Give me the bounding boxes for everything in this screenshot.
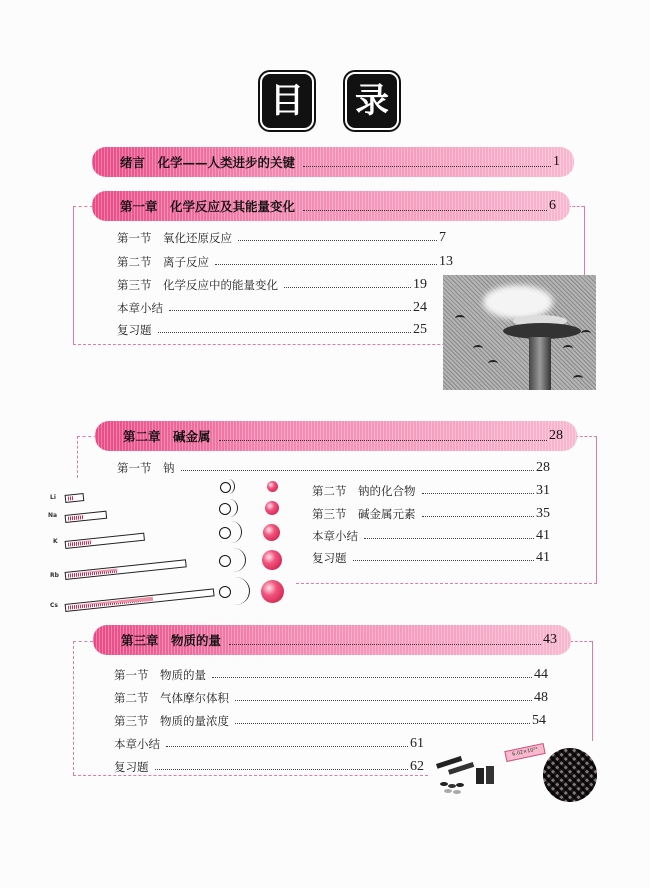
toc-section[interactable]	[114, 686, 548, 706]
section-title: 第三节 碱金属元素	[312, 507, 416, 521]
section-page: 31	[536, 483, 550, 498]
section-page: 44	[534, 667, 548, 682]
section-page: 25	[413, 322, 427, 337]
leader-dots	[238, 240, 437, 241]
section-title: 第一节 氧化还原反应	[117, 231, 232, 245]
toc-section[interactable]	[117, 456, 550, 476]
element-label: Na	[48, 512, 58, 519]
chapter-3-frame-top-right	[570, 641, 592, 642]
atom-sphere-na	[265, 501, 279, 515]
toc-section[interactable]	[117, 273, 427, 293]
toc-section[interactable]	[312, 479, 550, 499]
element-label: Li	[50, 494, 56, 501]
section-title: 第二节 钠的化合物	[312, 484, 416, 498]
section-page: 41	[536, 550, 550, 565]
atom-sphere-k	[263, 524, 280, 541]
preface-title: 绪言 化学——人类进步的关键	[120, 155, 296, 170]
leader-dots	[169, 310, 411, 311]
bird-icon	[581, 330, 591, 337]
leader-dots	[215, 264, 437, 265]
section-page: 62	[410, 759, 424, 774]
leader-dots	[181, 470, 535, 471]
section-title: 第三节 化学反应中的能量变化	[117, 278, 278, 292]
leader-dots	[353, 560, 535, 561]
section-title: 第三节 物质的量浓度	[114, 714, 229, 728]
chapter-2-title: 第二章 碱金属	[123, 429, 211, 444]
toc-section[interactable]	[114, 663, 548, 683]
section-page: 19	[413, 277, 427, 292]
chapter-1-title: 第一章 化学反应及其能量变化	[120, 199, 296, 214]
electron-strip-rb	[65, 559, 187, 580]
section-page: 24	[413, 300, 427, 315]
section-page: 41	[536, 528, 550, 543]
element-label: Cs	[50, 602, 58, 609]
section-page: 35	[536, 506, 550, 521]
leader-dots	[284, 287, 411, 288]
electron-strip-k	[65, 533, 145, 549]
section-title: 本章小结	[114, 737, 160, 751]
mole-objects-illustration	[432, 756, 502, 796]
section-page: 7	[439, 230, 446, 245]
section-page: 28	[536, 460, 550, 475]
leader-dots	[422, 493, 535, 494]
atomic-lattice-sphere	[543, 748, 597, 802]
section-title: 第二节 气体摩尔体积	[114, 691, 229, 705]
toc-section[interactable]	[114, 755, 424, 775]
atom-sphere-li	[267, 481, 278, 492]
leader-dots	[303, 166, 551, 167]
chapter-3-frame-top-left	[73, 641, 93, 642]
leader-dots	[235, 700, 532, 701]
toc-preface[interactable]	[92, 147, 574, 177]
section-title: 本章小结	[117, 301, 163, 315]
chapter-2-frame-top-left	[77, 436, 97, 437]
leader-dots	[219, 440, 547, 441]
electron-shell	[221, 577, 250, 605]
olympic-torch-photo	[443, 275, 596, 390]
section-page: 54	[532, 713, 546, 728]
leader-dots	[235, 723, 530, 724]
electron-shell	[221, 521, 242, 543]
bird-icon	[488, 360, 498, 367]
section-title: 复习题	[312, 551, 347, 565]
toc-section[interactable]	[117, 226, 446, 246]
section-title: 复习题	[114, 760, 149, 774]
bird-icon	[563, 345, 573, 352]
chapter-3-page: 43	[543, 632, 557, 647]
electron-shell	[222, 479, 235, 494]
chapter-1-page: 6	[549, 198, 556, 213]
bird-icon	[455, 315, 465, 322]
chapter-2-page: 28	[549, 428, 563, 443]
preface-page: 1	[553, 154, 560, 169]
torch-pole	[529, 337, 551, 390]
section-title: 第一节 物质的量	[114, 668, 206, 682]
toc-section[interactable]	[114, 709, 546, 729]
section-title: 第一节 钠	[117, 461, 175, 475]
leader-dots	[303, 210, 547, 211]
chapter-3-frame-bottom	[73, 775, 428, 776]
toc-section[interactable]	[117, 250, 453, 270]
leader-dots	[166, 746, 408, 747]
chapter-2-frame-left	[77, 436, 78, 478]
leader-dots	[158, 332, 412, 333]
section-page: 13	[439, 254, 453, 269]
element-label: K	[53, 538, 58, 545]
chapter-3-frame-left	[73, 641, 74, 775]
flame-smoke	[483, 285, 553, 319]
electron-strip-na	[65, 511, 108, 523]
avogadro-arrow-label: 6.02×10²³	[504, 743, 545, 762]
leader-dots	[155, 769, 409, 770]
bird-icon	[473, 345, 483, 352]
page-title-char-2: 录	[347, 74, 397, 128]
atom-sphere-cs	[261, 580, 284, 603]
toc-chapter-3[interactable]	[93, 625, 571, 655]
toc-chapter-2[interactable]	[95, 421, 577, 451]
atom-sphere-rb	[262, 550, 282, 570]
electron-shell	[221, 499, 238, 517]
leader-dots	[212, 677, 532, 678]
electron-strip-li	[65, 493, 85, 503]
toc-section[interactable]	[312, 524, 550, 544]
leader-dots	[229, 644, 541, 645]
toc-section[interactable]	[312, 546, 550, 566]
toc-section[interactable]	[312, 502, 550, 522]
leader-dots	[364, 538, 534, 539]
electron-strip-cs	[65, 588, 215, 612]
section-page: 48	[534, 690, 548, 705]
leader-dots	[422, 516, 535, 517]
section-title: 本章小结	[312, 529, 358, 543]
chapter-3-title: 第三章 物质的量	[121, 633, 222, 648]
chapter-3-frame-right	[592, 641, 593, 741]
toc-section[interactable]	[117, 318, 427, 338]
element-label: Rb	[50, 572, 59, 579]
toc-chapter-1[interactable]	[92, 191, 570, 221]
bird-icon	[573, 375, 583, 382]
section-page: 61	[410, 736, 424, 751]
toc-section[interactable]	[117, 296, 427, 316]
toc-section[interactable]	[114, 732, 424, 752]
electron-shell	[221, 548, 246, 572]
section-title: 复习题	[117, 323, 152, 337]
section-title: 第二节 离子反应	[117, 255, 209, 269]
page-title-char-1: 目	[262, 74, 312, 128]
